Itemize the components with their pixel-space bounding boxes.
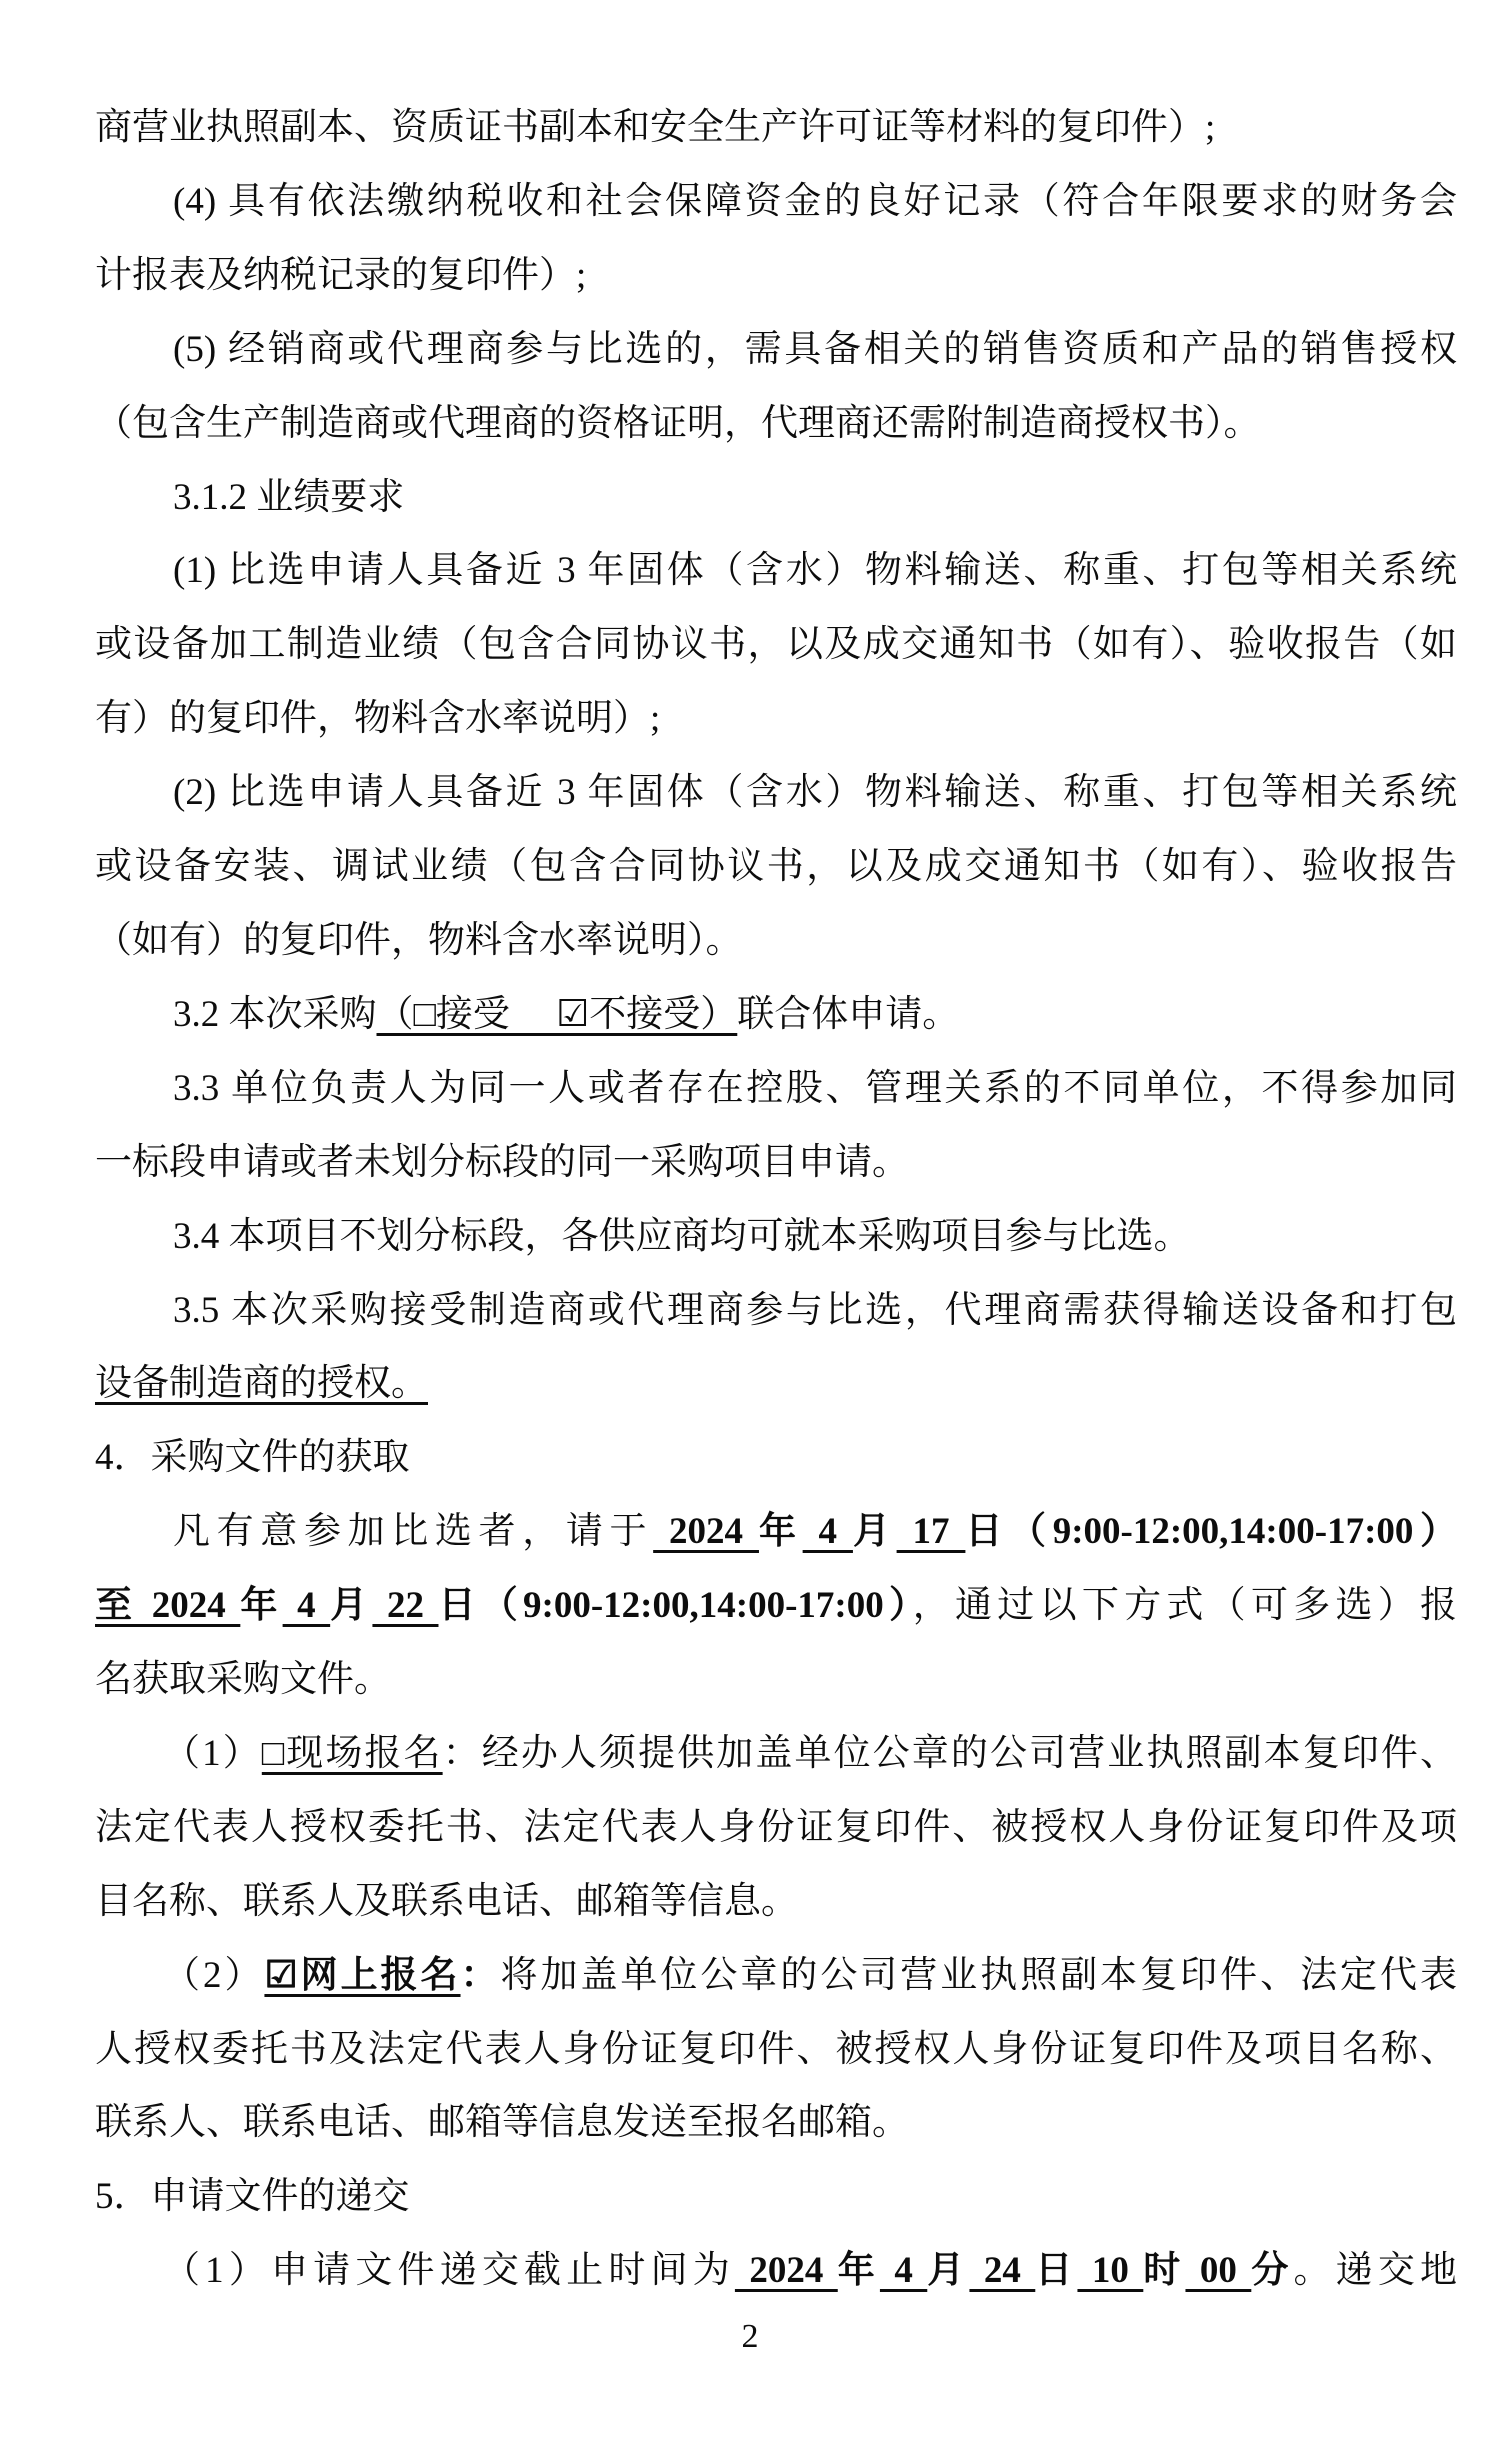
text-line-25 <box>95 1865 1457 1939</box>
text-line-23 <box>95 1717 1457 1791</box>
bold-text: 月 <box>927 2250 970 2292</box>
text-line-5 <box>95 387 1457 461</box>
text-line-17 <box>95 1274 1457 1348</box>
text-segment: 有）的复印件，物料含水率说明）; <box>95 698 661 740</box>
text-line-10 <box>95 756 1457 830</box>
underlined-text: 2024 <box>734 2250 838 2292</box>
text-segment: 或设备加工制造业绩（包含合同协议书，以及成交通知书（如有）、验收报告（如 <box>95 624 1457 666</box>
text-line-9 <box>95 682 1457 756</box>
underlined-text: 17 <box>896 1511 966 1553</box>
underlined-text: ☑网上报名 <box>264 1954 461 1996</box>
document-body <box>95 91 1457 2308</box>
text-segment: （2） <box>163 1954 265 1996</box>
underlined-text: 2024 <box>653 1511 759 1553</box>
bold-text: 年 <box>240 1585 283 1627</box>
underlined-text: 00 <box>1185 2250 1252 2292</box>
text-line-30 <box>95 2234 1457 2308</box>
text-segment: 凡有意参加比选者，请于 <box>173 1511 654 1553</box>
text-segment: 名获取采购文件。 <box>95 1659 391 1701</box>
underlined-text: □现场报名 <box>261 1732 443 1774</box>
page-number: 2 <box>741 2318 759 2355</box>
text-line-4 <box>95 313 1457 387</box>
text-line-1 <box>95 91 1457 165</box>
underlined-text: 22 <box>372 1585 439 1627</box>
text-segment: 计报表及纳税记录的复印件）; <box>95 254 587 296</box>
bold-text: 日（9:00-12:00,14:00-17:00） <box>438 1585 913 1627</box>
text-segment: 一标段申请或者未划分标段的同一采购项目申请。 <box>95 1141 909 1183</box>
underlined-text: （□接受 ☑不接受） <box>376 993 738 1035</box>
text-segment: (1) 比选申请人具备近 3 年固体（含水）物料输送、称重、打包等相关系统 <box>173 550 1457 592</box>
underlined-text: 至 2024 <box>95 1585 241 1627</box>
bold-text: 年 <box>837 2250 880 2292</box>
underlined-text: 设备制造商的授权。 <box>95 1363 428 1405</box>
text-segment: 联合体申请。 <box>737 993 960 1035</box>
text-line-27 <box>95 2013 1457 2087</box>
bold-text: 分 <box>1251 2250 1294 2292</box>
text-segment: 3.3 单位负责人为同一人或者存在控股、管理关系的不同单位，不得参加同 <box>173 1067 1457 1109</box>
text-line-24 <box>95 1791 1457 1865</box>
text-segment: （1）申请文件递交截止时间为 <box>163 2250 735 2292</box>
text-segment: 法定代表人授权委托书、法定代表人身份证复印件、被授权人身份证复印件及项 <box>95 1806 1457 1848</box>
bold-text: 月 <box>852 1511 897 1553</box>
text-line-8 <box>95 608 1457 682</box>
text-segment: (5) 经销商或代理商参与比选的，需具备相关的销售资质和产品的销售授权 <box>173 328 1458 370</box>
text-segment: （如有）的复印件，物料含水率说明）。 <box>95 919 743 961</box>
text-segment: 将加盖单位公章的公司营业执照副本复印件、法定代表 <box>500 1954 1458 1996</box>
text-segment: 3.4 本项目不划分标段，各供应商均可就本采购项目参与比选。 <box>173 1215 1191 1257</box>
text-segment: ：经办人须提供加盖单位公章的公司营业执照副本复印件、 <box>442 1732 1458 1774</box>
text-line-6 <box>95 461 1457 535</box>
text-line-16 <box>95 1200 1457 1274</box>
text-line-22 <box>95 1643 1457 1717</box>
bold-text: 日（9:00-12:00,14:00-17:00） <box>965 1511 1458 1553</box>
text-segment: ，通过以下方式（可多选）报 <box>912 1585 1458 1627</box>
bold-text: 时 <box>1143 2250 1186 2292</box>
text-segment: 5．申请文件的递交 <box>95 2176 410 2218</box>
bold-text: 月 <box>330 1585 373 1627</box>
text-line-26 <box>95 1939 1457 2013</box>
text-line-20 <box>95 1495 1457 1569</box>
text-line-3 <box>95 239 1457 313</box>
text-line-14 <box>95 1052 1457 1126</box>
underlined-text: 4 <box>282 1585 331 1627</box>
text-line-29 <box>95 2160 1457 2234</box>
bold-text: 年 <box>758 1511 803 1553</box>
text-segment: (4) 具有依法缴纳税收和社会保障资金的良好记录（符合年限要求的财务会 <box>173 180 1458 222</box>
text-segment: 商营业执照副本、资质证书副本和安全生产许可证等材料的复印件）; <box>95 107 1216 148</box>
text-line-19 <box>95 1421 1457 1495</box>
text-line-18 <box>95 1347 1457 1421</box>
underlined-text: 4 <box>802 1511 853 1553</box>
text-segment: （1） <box>163 1732 262 1774</box>
text-segment: 3.1.2 业绩要求 <box>173 476 405 518</box>
text-segment: （包含生产制造商或代理商的资格证明，代理商还需附制造商授权书）。 <box>95 402 1261 444</box>
underlined-text: 4 <box>879 2250 928 2292</box>
text-line-12 <box>95 904 1457 978</box>
text-line-11 <box>95 830 1457 904</box>
text-segment: (2) 比选申请人具备近 3 年固体（含水）物料输送、称重、打包等相关系统 <box>173 772 1457 814</box>
text-segment: 4．采购文件的获取 <box>95 1437 410 1479</box>
bold-text: ： <box>460 1954 501 1996</box>
underlined-text: 24 <box>969 2250 1036 2292</box>
text-line-13 <box>95 978 1457 1052</box>
text-segment: 目名称、联系人及联系电话、邮箱等信息。 <box>95 1880 798 1922</box>
underlined-text: 10 <box>1077 2250 1144 2292</box>
text-segment: 。递交地 <box>1293 2250 1457 2292</box>
text-segment: 或设备安装、调试业绩（包含合同协议书，以及成交通知书（如有）、验收报告 <box>95 846 1457 888</box>
text-segment: 3.2 本次采购 <box>173 993 377 1035</box>
text-segment: 人授权委托书及法定代表人身份证复印件、被授权人身份证复印件及项目名称、 <box>95 2028 1457 2070</box>
text-line-15 <box>95 1126 1457 1200</box>
text-line-28 <box>95 2086 1457 2160</box>
text-segment: 3.5 本次采购接受制造商或代理商参与比选，代理商需获得输送设备和打包 <box>173 1289 1457 1331</box>
bold-text: 日 <box>1035 2250 1078 2292</box>
text-segment: 联系人、联系电话、邮箱等信息发送至报名邮箱。 <box>95 2102 909 2144</box>
text-line-2 <box>95 165 1457 239</box>
text-line-21 <box>95 1569 1457 1643</box>
text-line-7 <box>95 534 1457 608</box>
